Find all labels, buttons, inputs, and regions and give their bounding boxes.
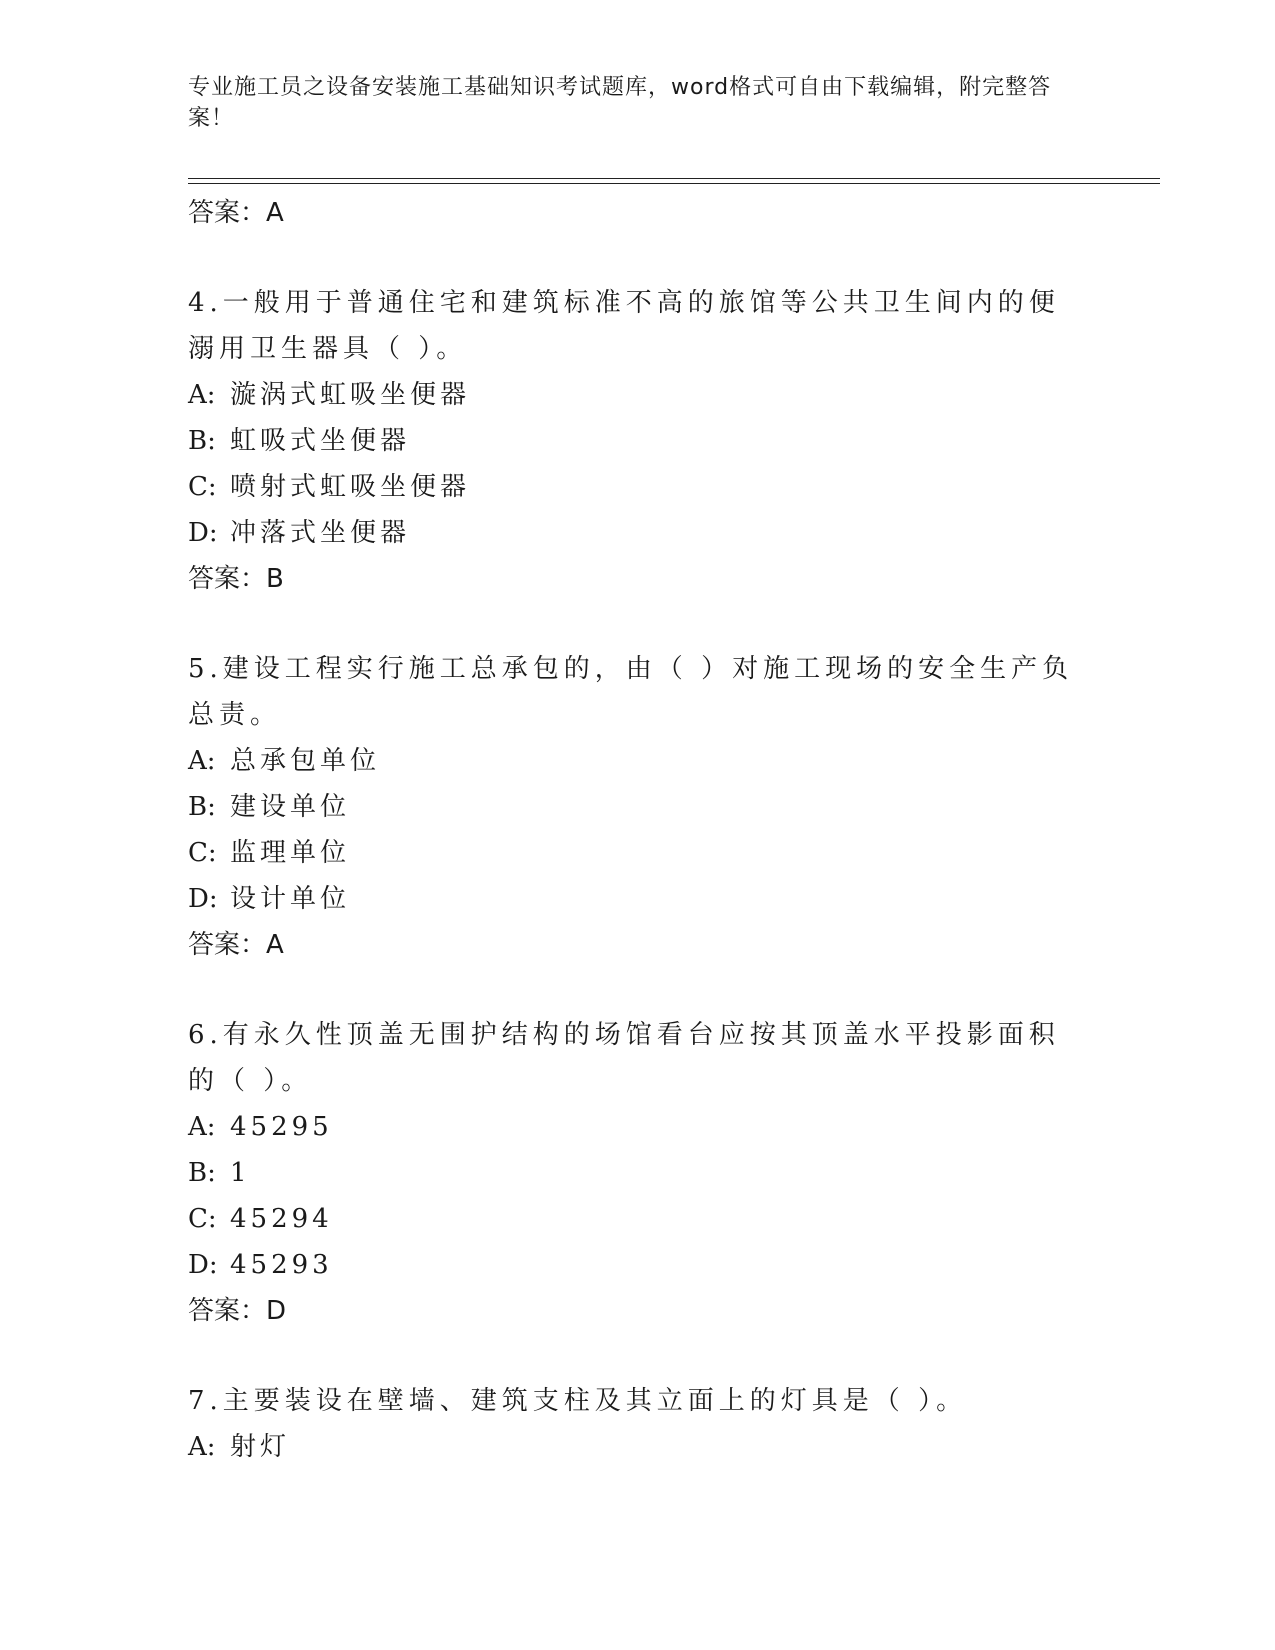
question-block	[188, 646, 1088, 968]
option-text: 漩涡式虹吸坐便器	[230, 380, 471, 410]
answer-line: 答案：D	[188, 1296, 287, 1326]
option-text: 45294	[230, 1204, 333, 1234]
option-a	[188, 372, 1088, 418]
document-header: 专业施工员之设备安装施工基础知识考试题库，word格式可自由下载编辑，附完整答案！	[188, 75, 1052, 131]
header-rule-top	[188, 178, 1160, 179]
spacer	[188, 602, 1088, 646]
spacer	[188, 1334, 1088, 1378]
question-text: 4.一般用于普通住宅和建筑标准不高的旅馆等公共卫生间内的便溺用卫生器具（ ）。	[188, 288, 1060, 364]
answer-line: 答案：B	[188, 564, 284, 594]
option-label: A:	[188, 380, 216, 410]
option-label: A:	[188, 1112, 216, 1142]
option-text: 喷射式虹吸坐便器	[230, 472, 471, 502]
option-text: 建设单位	[230, 792, 351, 822]
question-block	[188, 1378, 1088, 1470]
option-b	[188, 784, 1088, 830]
option-label: C:	[188, 838, 217, 868]
option-text: 冲落式坐便器	[230, 518, 411, 548]
option-b	[188, 418, 1088, 464]
question-block	[188, 1012, 1088, 1334]
answer-line: 答案：A	[188, 930, 284, 960]
question-list	[188, 190, 1088, 1470]
option-label: C:	[188, 1204, 217, 1234]
option-label: D:	[188, 1250, 218, 1280]
question-text: 5.建设工程实行施工总承包的，由（ ）对施工现场的安全生产负总责。	[188, 654, 1074, 730]
option-label: D:	[188, 518, 218, 548]
option-a	[188, 738, 1088, 784]
option-a	[188, 1104, 1088, 1150]
option-text: 设计单位	[230, 884, 351, 914]
option-d	[188, 510, 1088, 556]
option-text: 虹吸式坐便器	[230, 426, 411, 456]
question-text: 6.有永久性顶盖无围护结构的场馆看台应按其顶盖水平投影面积的（ ）。	[188, 1020, 1060, 1096]
option-label: C:	[188, 472, 217, 502]
option-c	[188, 464, 1088, 510]
option-label: D:	[188, 884, 218, 914]
option-label: B:	[188, 1158, 216, 1188]
option-label: B:	[188, 792, 216, 822]
option-text: 1	[230, 1158, 251, 1188]
option-d	[188, 876, 1088, 922]
option-d	[188, 1242, 1088, 1288]
question-block	[188, 280, 1088, 602]
option-text: 总承包单位	[230, 746, 381, 776]
header-rule-bottom	[188, 183, 1160, 184]
option-text: 监理单位	[230, 838, 351, 868]
spacer	[188, 236, 1088, 280]
option-c	[188, 830, 1088, 876]
option-b	[188, 1150, 1088, 1196]
question-text: 7.主要装设在壁墙、建筑支柱及其立面上的灯具是（ ）。	[188, 1386, 968, 1416]
option-text: 45293	[230, 1250, 333, 1280]
option-c	[188, 1196, 1088, 1242]
option-label: A:	[188, 1432, 216, 1462]
option-a	[188, 1424, 1088, 1470]
option-text: 射灯	[230, 1432, 291, 1462]
option-label: B:	[188, 426, 216, 456]
option-text: 45295	[230, 1112, 333, 1142]
answer-line: 答案：A	[188, 198, 284, 228]
option-label: A:	[188, 746, 216, 776]
spacer	[188, 968, 1088, 1012]
